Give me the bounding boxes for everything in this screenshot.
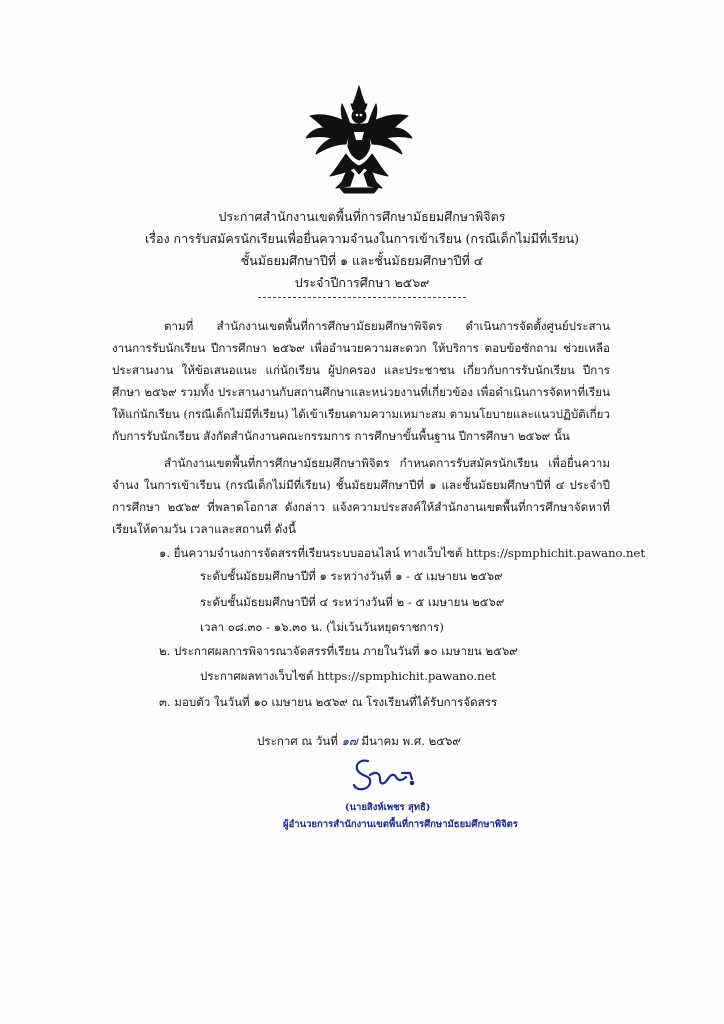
item-1-online-application: ๑. ยื่นความจำนงการจัดสรรที่เรียนระบบออนไลน์ ทางเว็บไซต์ https://spmphichit.pawano.net	[159, 546, 645, 560]
announcement-date	[257, 731, 461, 751]
garuda-emblem-icon	[302, 84, 416, 194]
header-divider	[258, 297, 466, 298]
header-line-1: ประกาศสำนักงานเขตพื้นที่การศึกษามัธยมศึกษาพิจิตร	[218, 209, 506, 224]
item-2-result-website: ประกาศผลทางเว็บไซต์ https://spmphichit.pawano.net	[200, 669, 497, 683]
director-signature	[350, 755, 416, 795]
signer-title: ผู้อำนวยการสำนักงานเขตพื้นที่การศึกษามัธยมศึกษาพิจิตร	[283, 819, 518, 830]
announce-day: ๑๗	[341, 734, 358, 748]
announce-suffix: มีนาคม พ.ศ. ๒๕๖๙	[361, 734, 461, 748]
header-line-4: ประจำปีการศึกษา ๒๕๖๙	[294, 275, 430, 290]
announce-prefix: ประกาศ ณ วันที่	[257, 734, 338, 748]
announcement-body	[112, 316, 610, 541]
item-1-level-4-dates: ระดับชั้นมัธยมศึกษาปีที่ ๔ ระหว่างวันที่ ๒ - ๕ เมษายน ๒๕๖๙	[200, 595, 505, 609]
body-paragraph-1: ตามที่ สำนักงานเขตพื้นที่การศึกษามัธยมศึกษาพิจิตร ดำเนินการจัดตั้งศูนย์ประสานงานการรับนักเรียน ปีการศึกษา ๒๕๖๙ เพื่ออำนวยความสะดวก ให้บริการ ตอบข้อซักถาม ช่วยเหลือ ประสานงาน ให้ข้อเสนอแนะ แก่นักเรียน ผู้ปกครอง และประชาชน เกี่ยวกับการรับนักเรียน ปีการศึกษา ๒๕๖๙ รวมทั้ง ประสานงานกับสถานศึกษาและหน่วยงานที่เกี่ยวข้อง เพื่อดำเนินการจัดหาที่เรียนให้แก่นักเรียน (กรณีเด็กไม่มีที่เรียน) ได้เข้าเรียนตามความเหมาะสม ตามนโยบายและแนวปฏิบัติเกี่ยวกับการรับนักเรียน สังกัดสำนักงานคณะกรรมการ การศึกษาขั้นพื้นฐาน ปีการศึกษา ๒๕๖๙ นั้น	[112, 319, 610, 443]
item-3-report-to-school: ๓. มอบตัว ในวันที่ ๑๐ เมษายน ๒๕๖๙ ณ โรงเรียนที่ได้รับการจัดสรร	[159, 695, 498, 709]
item-2-result-announcement: ๒. ประกาศผลการพิจารณาจัดสรรที่เรียน ภายในวันที่ ๑๐ เมษายน ๒๕๖๙	[159, 644, 518, 658]
item-1-office-hours: เวลา ๐๘.๓๐ - ๑๖.๓๐ น. (ไม่เว้นวันหยุดราชการ)	[200, 620, 444, 634]
signer-name: (นายสิงห์เพชร สุทธิ)	[345, 802, 431, 813]
header-line-2: เรื่อง การรับสมัครนักเรียนเพื่อยื่นความจำนงในการเข้าเรียน (กรณีเด็กไม่มีที่เรียน)	[144, 231, 580, 246]
item-1-level-1-dates: ระดับชั้นมัธยมศึกษาปีที่ ๑ ระหว่างวันที่ ๑ - ๕ เมษายน ๒๕๖๙	[200, 569, 503, 583]
body-paragraph-2: สำนักงานเขตพื้นที่การศึกษามัธยมศึกษาพิจิตร กำหนดการรับสมัครนักเรียน เพื่อยื่นความจำนง ในการเข้าเรียน (กรณีเด็กไม่มีที่เรียน) ชั้นมัธยมศึกษาปีที่ ๑ และชั้นมัธยมศึกษาปีที่ ๔ ประจำปีการศึกษา ๒๕๖๙ ที่พลาดโอกาส ดังกล่าว แจ้งความประสงค์ให้สำนักงานเขตพื้นที่การศึกษาจัดหาที่เรียนให้ตามวัน เวลาและสถานที่ ดังนี้	[112, 456, 610, 537]
announcement-header	[0, 206, 724, 294]
header-line-3: ชั้นมัธยมศึกษาปีที่ ๑ และชั้นมัธยมศึกษาปีที่ ๔	[240, 253, 484, 268]
